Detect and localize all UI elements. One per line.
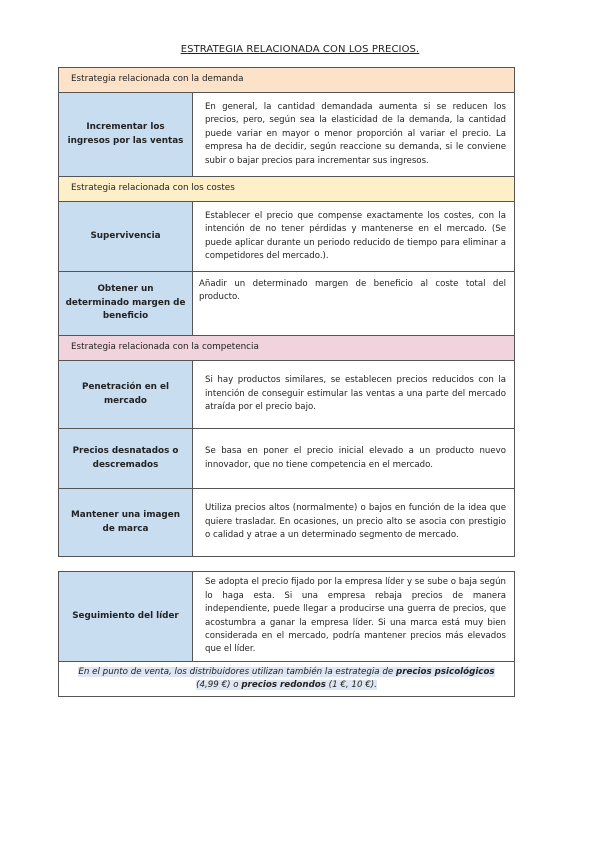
table-row: [59, 202, 515, 272]
table-row: [59, 272, 515, 336]
strategy-description: En general, la cantidad demandada aumenta si se reducen los precios, pero, según sea la elasticidad de la demanda, la cantidad puede variar en mayor o menor proporción al variar el precio. La empresa ha de decidir, según reaccione su demanda, si le conviene subir o bajar precios para incrementar sus ingresos.: [193, 93, 515, 177]
table-row: [59, 93, 515, 177]
table-row: [59, 572, 515, 662]
section-heading: Estrategia relacionada con los costes: [59, 177, 515, 202]
strategy-description: Añadir un determinado margen de beneficio al coste total del producto.: [193, 272, 515, 336]
section-header-competition: [59, 336, 515, 361]
strategy-label: Precios desnatados o descremados: [59, 429, 193, 489]
section-heading: Estrategia relacionada con la competencia: [59, 336, 515, 361]
footer-text-3: (1 €, 10 €).: [325, 680, 377, 690]
footer-note-row: [59, 662, 515, 697]
strategy-description: Establecer el precio que compense exactamente los costes, con la intención de no tener pérdidas y mantenerse en el mercado. (Se puede aplicar durante un periodo reducido de tiempo para eliminar a competidores del mercado.).: [193, 202, 515, 272]
leader-table: [58, 571, 515, 697]
strategy-label: Obtener un determinado margen de beneficio: [59, 272, 193, 336]
footer-text-2: (4,99 €) o: [196, 680, 242, 690]
table-row: [59, 429, 515, 489]
strategy-description: Se basa en poner el precio inicial elevado a un producto nuevo innovador, que no tiene competencia en el mercado.: [193, 429, 515, 489]
footer-bold-round: precios redondos: [241, 680, 326, 690]
footer-text-1: En el punto de venta, los distribuidores utilizan también la estrategia de: [78, 667, 396, 677]
section-heading: Estrategia relacionada con la demanda: [59, 68, 515, 93]
page-title: ESTRATEGIA RELACIONADA CON LOS PRECIOS.: [180, 44, 420, 55]
table-row: [59, 489, 515, 557]
strategy-description: Se adopta el precio fijado por la empresa líder y se sube o baja según lo haga esta. Si una empresa rebaja precios de manera independiente, puede llegar a producirse una guerra de precios, que acostumbra a ganar la empresa líder. Si una marca está muy bien considerada en el mercado, podría mantener precios más elevados que el líder.: [193, 572, 515, 662]
footer-note: [59, 662, 515, 697]
footer-bold-psychological: precios psicológicos: [395, 667, 495, 677]
strategy-label: Mantener una imagen de marca: [59, 489, 193, 557]
strategy-label: Supervivencia: [59, 202, 193, 272]
section-header-demand: [59, 68, 515, 93]
strategy-label: Incrementar los ingresos por las ventas: [59, 93, 193, 177]
pricing-strategy-table: [58, 67, 515, 557]
section-header-costs: [59, 177, 515, 202]
table-row: [59, 361, 515, 429]
strategy-label: Penetración en el mercado: [59, 361, 193, 429]
strategy-description: Si hay productos similares, se establecen precios reducidos con la intención de conseguir estimular las ventas a una parte del mercado atraída por el precio bajo.: [193, 361, 515, 429]
strategy-label: Seguimiento del líder: [59, 572, 193, 662]
strategy-description: Utiliza precios altos (normalmente) o bajos en función de la idea que quiere trasladar. En ocasiones, un precio alto se asocia con prestigio o calidad y atrae a un determinado segmento de mercado.: [193, 489, 515, 557]
